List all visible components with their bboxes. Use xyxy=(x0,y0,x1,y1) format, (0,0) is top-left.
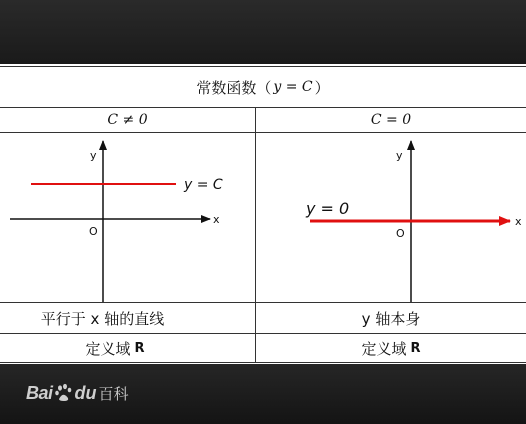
description-text: y 轴本身 xyxy=(361,309,421,328)
logo-text-baike: 百科 xyxy=(98,384,129,403)
x-axis-label: x xyxy=(213,213,220,226)
header-formula: C ≠ 0 xyxy=(107,112,148,128)
domain-value: R xyxy=(134,340,145,356)
logo-text-du: du xyxy=(74,382,97,403)
description-right xyxy=(256,303,526,333)
description-text: 平行于 x 轴的直线 xyxy=(40,309,165,328)
domain-value: R xyxy=(410,340,421,356)
column-header-left xyxy=(0,108,255,132)
table-title xyxy=(0,67,526,107)
top-bar xyxy=(0,0,526,64)
title-suffix: ） xyxy=(314,78,330,97)
logo-text-bai: Bai xyxy=(26,382,53,403)
curve-label: y = 0 xyxy=(306,199,350,218)
description-left xyxy=(0,303,205,333)
header-formula: C = 0 xyxy=(370,112,412,128)
curve-label: y = C xyxy=(184,177,223,193)
table-border-bottom xyxy=(0,362,526,363)
y-axis-label: y xyxy=(90,149,97,162)
graph-right xyxy=(256,133,526,302)
origin-label: O xyxy=(396,227,405,240)
paw-icon xyxy=(54,383,74,403)
x-axis-label: x xyxy=(515,215,522,228)
baidu-baike-logo[interactable] xyxy=(26,378,129,408)
domain-right xyxy=(256,334,526,362)
y-axis-label: y xyxy=(396,149,403,162)
domain-label: 定义域 xyxy=(85,339,131,358)
origin-label: O xyxy=(89,225,98,238)
title-prefix: 常数函数（ xyxy=(196,78,272,97)
domain-left xyxy=(0,334,230,362)
document-table xyxy=(0,64,526,364)
column-header-right xyxy=(256,108,526,132)
domain-label: 定义域 xyxy=(361,339,407,358)
graph-left xyxy=(0,133,255,302)
title-formula: y = C xyxy=(273,79,313,95)
